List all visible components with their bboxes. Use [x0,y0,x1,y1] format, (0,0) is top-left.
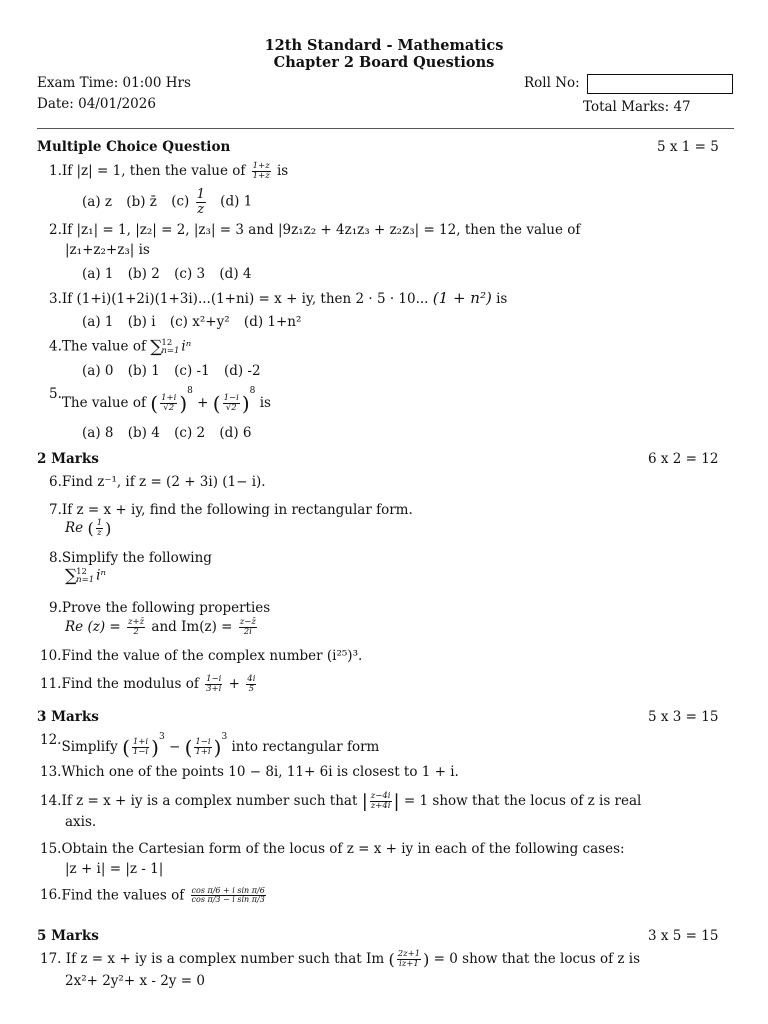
question-8-expr: ∑ 12 n=1 iⁿ [65,566,106,586]
doc-subtitle: Chapter 2 Board Questions [273,54,495,71]
section-marks-5marks: 3 x 5 = 15 [648,928,719,944]
roll-number-input[interactable] [587,74,733,94]
question-3: 3.If (1+i)(1+2i)(1+3i)...(1+ni) = x + iy, then 2 · 5 · 10... (1 + n²) is [49,289,508,307]
question-5: 5.The value of ( $\frac{1+i}{√2}$ )$^8$ + ( $\frac{1-i}{√2}$ )$^8$ is [49,386,271,416]
header-divider [37,128,734,129]
exam-time: Exam Time: 01:00 Hrs [37,75,191,91]
question-13: 13.Which one of the points 10 − 8i, 11+ 6i is closest to 1 + i. [40,764,459,780]
exam-date: Date: 04/01/2026 [37,96,156,112]
question-9-expr: Re (z) = $\frac{z+z̄}{2}$ and Im(z) = $\frac{z-z̄}{2i}$ [65,617,256,637]
section-marks-3marks: 5 x 3 = 15 [648,709,719,725]
question-7-expr: Re ( $\frac{1}{z}$ ) [65,518,112,538]
question-5-options: (a) 8 (b) 4 (c) 2 (d) 6 [82,425,252,441]
total-marks: Total Marks: 47 [583,99,691,115]
question-14-line2: axis. [65,814,97,830]
question-9: 9.Prove the following properties [49,600,271,616]
question-17-line2: 2x²+ 2y²+ x - 2y = 0 [65,973,205,989]
question-12: 12.Simplify ( $\frac{1+i}{1-i}$ )$^3$ − ( $\frac{1-i}{1+i}$ )$^3$ into rectangular form [40,732,380,760]
question-15: 15.Obtain the Cartesian form of the locus of z = x + iy in each of the following cases: [40,841,625,857]
question-1-options: (a) z (b) z̄ (c) $\frac{1}{z}$ (d) 1 [82,187,253,217]
question-4: 4.The value of ∑ 12 n=1 iⁿ [49,337,192,357]
section-title-5marks: 5 Marks [37,928,99,944]
section-marks-mcq: 5 x 1 = 5 [657,139,719,155]
question-11: 11.Find the modulus of $\frac{1-i}{3+i}$ + $\frac{4i}{5}$ [40,674,256,694]
section-title-2marks: 2 Marks [37,451,99,467]
question-3-options: (a) 1 (b) i (c) x²+y² (d) 1+n² [82,314,302,330]
question-2: 2.If |z₁| = 1, |z₂| = 2, |z₃| = 3 and |9z₁z₂ + 4z₁z₃ + z₂z₃| = 12, then the value of [49,222,581,238]
question-16: 16.Find the values of $\frac{\text{cos π/6 + i sin π/6}}{\text{cos π/3 − i sin π/3}}$ [40,886,265,905]
section-title-3marks: 3 Marks [37,709,99,725]
question-10: 10.Find the value of the complex number (i²⁵)³. [40,648,363,664]
question-8: 8.Simplify the following [49,550,212,566]
roll-label: Roll No: [524,75,580,91]
section-marks-2marks: 6 x 2 = 12 [648,451,719,467]
question-1: 1.If |z| = 1, then the value of $\frac{1+z}{1+z̄}$ is [49,161,289,181]
question-14: 14.If z = x + iy is a complex number such that | $\frac{z-4i}{z+4i}$ | = 1 show that the locus of z is real [40,791,642,812]
question-4-options: (a) 0 (b) 1 (c) -1 (d) -2 [82,363,261,379]
question-15-line2: |z + i| = |z - 1| [65,861,164,877]
question-2-options: (a) 1 (b) 2 (c) 3 (d) 4 [82,266,252,282]
doc-title: 12th Standard - Mathematics [264,37,504,54]
question-17: 17. If z = x + iy is a complex number such that Im ( $\frac{2z+1}{iz+1}$ ) = 0 show that the locus of z is [40,949,641,969]
question-2-line2: |z₁+z₂+z₃| is [65,242,150,258]
section-title-mcq: Multiple Choice Question [37,139,231,155]
question-7: 7.If z = x + iy, find the following in rectangular form. [49,502,413,518]
question-6: 6.Find z⁻¹, if z = (2 + 3i) (1− i). [49,474,266,490]
